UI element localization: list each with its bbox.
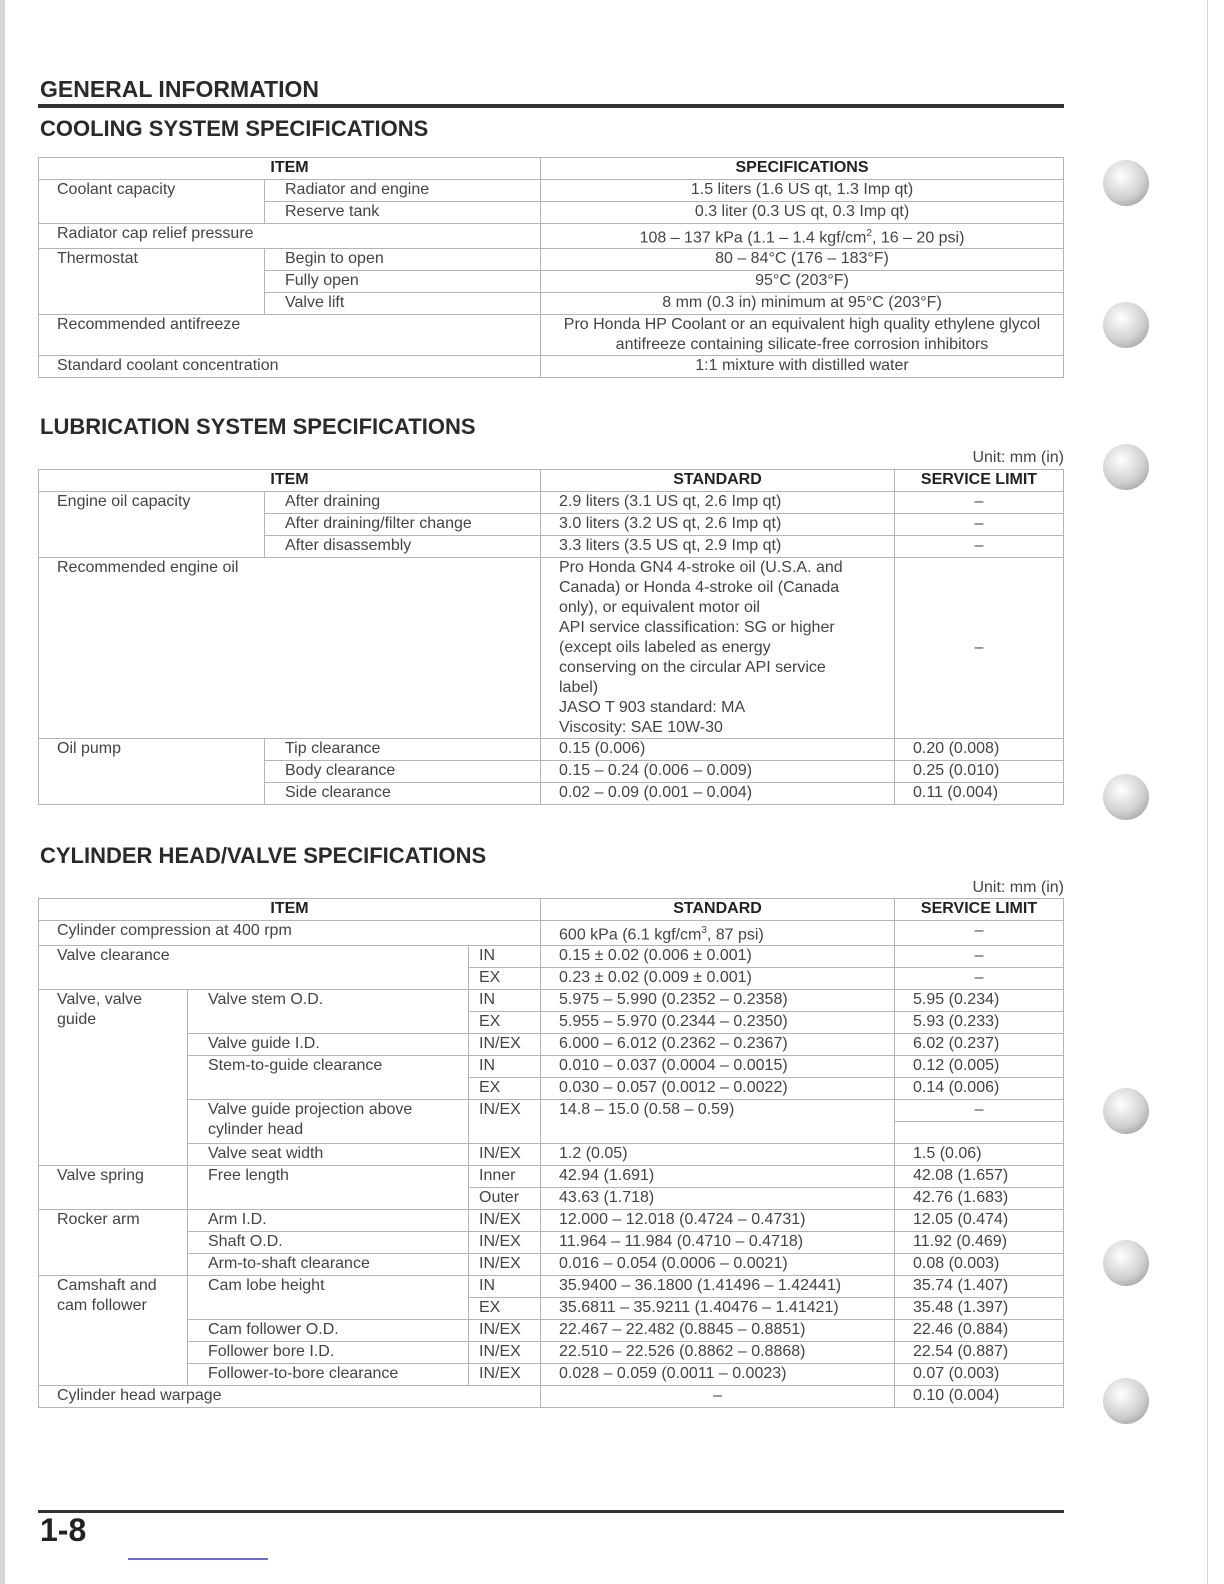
standard-value: 0.010 – 0.037 (0.0004 – 0.0015) (541, 1056, 895, 1078)
table-row (39, 1144, 1064, 1166)
row-label: Radiator cap relief pressure (39, 224, 541, 249)
code-cell: IN (469, 1276, 541, 1298)
header-item: ITEM (39, 158, 541, 180)
limit-value: 35.48 (1.397) (895, 1298, 1064, 1320)
limit-value: 5.95 (0.234) (895, 990, 1064, 1012)
cooling-title: COOLING SYSTEM SPECIFICATIONS (40, 116, 429, 141)
header-standard: STANDARD (541, 899, 895, 921)
sub-label: Valve guide I.D. (188, 1034, 469, 1056)
standard-value: 0.15 (0.006) (541, 739, 895, 761)
footer-rule (38, 1510, 1064, 1513)
standard-value: 2.9 liters (3.1 US qt, 2.6 Imp qt) (541, 492, 895, 514)
table-row (39, 1166, 1064, 1188)
spec-value: Pro Honda HP Coolant or an equivalent high quality ethylene glycol antifreeze containing silicate-free corrosion inhibitors (541, 315, 1064, 356)
standard-value: – (541, 1386, 895, 1408)
limit-value: 12.05 (0.474) (895, 1210, 1064, 1232)
standard-value-part: , 87 psi) (706, 926, 764, 944)
limit-value: – (895, 536, 1064, 558)
limit-value: 22.54 (0.887) (895, 1342, 1064, 1364)
table-row (39, 1386, 1064, 1408)
code-cell: EX (469, 1078, 541, 1100)
code-cell: EX (469, 968, 541, 990)
sub-label: Arm I.D. (188, 1210, 469, 1232)
limit-value: 0.14 (0.006) (895, 1078, 1064, 1100)
sub-label: Cam lobe height (188, 1276, 469, 1320)
row-label: Cylinder head warpage (39, 1386, 541, 1408)
table-row (39, 1342, 1064, 1364)
standard-value: 35.6811 – 35.9211 (1.40476 – 1.41421) (541, 1298, 895, 1320)
code-cell: IN/EX (469, 1144, 541, 1166)
limit-value: – (895, 1100, 1064, 1122)
code-cell: IN/EX (469, 1342, 541, 1364)
lubrication-title: LUBRICATION SYSTEM SPECIFICATIONS (40, 414, 476, 439)
standard-value: 22.467 – 22.482 (0.8845 – 0.8851) (541, 1320, 895, 1342)
code-cell: IN/EX (469, 1232, 541, 1254)
limit-value: 0.10 (0.004) (895, 1386, 1064, 1408)
row-label: Rocker arm (39, 1210, 188, 1276)
limit-value: – (895, 921, 1064, 946)
standard-value: 0.028 – 0.059 (0.0011 – 0.0023) (541, 1364, 895, 1386)
binder-hole (1103, 774, 1149, 820)
standard-value: 35.9400 – 36.1800 (1.41496 – 1.42441) (541, 1276, 895, 1298)
page-left-edge (0, 0, 5, 1584)
limit-value: 22.46 (0.884) (895, 1320, 1064, 1342)
cylinder-title: CYLINDER HEAD/VALVE SPECIFICATIONS (40, 843, 487, 868)
text-line: JASO T 903 standard: MA (559, 699, 746, 716)
text-line: only), or equivalent motor oil (559, 599, 760, 616)
row-label: Camshaft and cam follower (39, 1276, 188, 1386)
sub-label: Tip clearance (265, 739, 541, 761)
binder-hole (1103, 302, 1149, 348)
spec-value: 0.3 liter (0.3 US qt, 0.3 Imp qt) (541, 202, 1064, 224)
chapter-rule (38, 104, 1064, 108)
code-cell: IN/EX (469, 1320, 541, 1342)
text-line: Pro Honda GN4 4-stroke oil (U.S.A. and (559, 559, 843, 576)
sub-label: Valve guide projection above cylinder head (188, 1100, 469, 1144)
limit-value: 0.08 (0.003) (895, 1254, 1064, 1276)
sub-label: After draining (265, 492, 541, 514)
spec-value-part: , 16 – 20 psi) (871, 229, 965, 247)
standard-value-part: 600 kPa (6.1 kgf/cm (559, 926, 702, 944)
table-row (39, 249, 1064, 271)
chapter-title: GENERAL INFORMATION (40, 76, 319, 102)
header-service-limit: SERVICE LIMIT (895, 899, 1064, 921)
table-header (39, 899, 1064, 921)
sub-label: Valve seat width (188, 1144, 469, 1166)
standard-value (541, 921, 895, 946)
standard-value: 43.63 (1.718) (541, 1188, 895, 1210)
header-standard: STANDARD (541, 470, 895, 492)
sub-label: Valve stem O.D. (188, 990, 469, 1034)
table-row (39, 558, 1064, 739)
empty-cell (895, 1122, 1064, 1144)
limit-value: 42.76 (1.683) (895, 1188, 1064, 1210)
table-header (39, 158, 1064, 180)
table-row (39, 1100, 1064, 1122)
row-label: Valve, valve guide (39, 990, 188, 1166)
code-cell: Outer (469, 1188, 541, 1210)
standard-value: 12.000 – 12.018 (0.4724 – 0.4731) (541, 1210, 895, 1232)
header-item: ITEM (39, 899, 541, 921)
spec-value: 1.5 liters (1.6 US qt, 1.3 Imp qt) (541, 180, 1064, 202)
sub-label: After disassembly (265, 536, 541, 558)
limit-value: 0.07 (0.003) (895, 1364, 1064, 1386)
code-cell: IN/EX (469, 1364, 541, 1386)
table-row (39, 1364, 1064, 1386)
table-row (39, 315, 1064, 356)
sub-label: Shaft O.D. (188, 1232, 469, 1254)
header-item: ITEM (39, 470, 541, 492)
row-label: Coolant capacity (39, 180, 265, 224)
table-header (39, 470, 1064, 492)
spec-value (541, 224, 1064, 249)
header-service-limit: SERVICE LIMIT (895, 470, 1064, 492)
text-line: label) (559, 679, 599, 696)
row-label: Engine oil capacity (39, 492, 265, 558)
code-cell: EX (469, 1012, 541, 1034)
standard-value: 0.15 – 0.24 (0.006 – 0.009) (541, 761, 895, 783)
table-row (39, 1210, 1064, 1232)
standard-value (541, 558, 895, 739)
sub-label: Free length (188, 1166, 469, 1210)
table-row (39, 1276, 1064, 1298)
row-label: Cylinder compression at 400 rpm (39, 921, 541, 946)
sub-label: Body clearance (265, 761, 541, 783)
table-row (39, 1320, 1064, 1342)
standard-value: 5.955 – 5.970 (0.2344 – 0.2350) (541, 1012, 895, 1034)
table-row (39, 356, 1064, 378)
code-cell: EX (469, 1298, 541, 1320)
standard-value: 1.2 (0.05) (541, 1144, 895, 1166)
table-row (39, 492, 1064, 514)
code-cell: IN (469, 990, 541, 1012)
sub-label: Stem-to-guide clearance (188, 1056, 469, 1100)
standard-value: 5.975 – 5.990 (0.2352 – 0.2358) (541, 990, 895, 1012)
table-row (39, 1034, 1064, 1056)
text-line: Viscosity: SAE 10W-30 (559, 719, 723, 736)
text-line: (except oils labeled as energy (559, 639, 771, 656)
sub-label: Valve lift (265, 293, 541, 315)
standard-value: 11.964 – 11.984 (0.4710 – 0.4718) (541, 1232, 895, 1254)
sub-label: Arm-to-shaft clearance (188, 1254, 469, 1276)
table-row (39, 180, 1064, 202)
cylinder-table (38, 898, 1064, 1408)
limit-value: 0.25 (0.010) (895, 761, 1064, 783)
code-cell: IN/EX (469, 1254, 541, 1276)
table-row (39, 990, 1064, 1012)
limit-value: – (895, 968, 1064, 990)
limit-value: 42.08 (1.657) (895, 1166, 1064, 1188)
page-right-edge (1207, 0, 1208, 1584)
binder-hole (1103, 444, 1149, 490)
superscript: 3 (701, 925, 707, 936)
bottom-mark (128, 1558, 268, 1560)
superscript: 2 (866, 228, 872, 239)
limit-value: 1.5 (0.06) (895, 1144, 1064, 1166)
page-number: 1-8 (40, 1512, 87, 1548)
limit-value: 0.20 (0.008) (895, 739, 1064, 761)
code-cell: IN/EX (469, 1210, 541, 1232)
standard-value: 0.030 – 0.057 (0.0012 – 0.0022) (541, 1078, 895, 1100)
spec-value: 1:1 mixture with distilled water (541, 356, 1064, 378)
sub-label: Side clearance (265, 783, 541, 805)
sub-label: Reserve tank (265, 202, 541, 224)
row-label: Valve clearance (39, 946, 469, 990)
table-row (39, 739, 1064, 761)
text-line: Canada) or Honda 4-stroke oil (Canada (559, 579, 840, 596)
text-line: API service classification: SG or higher (559, 619, 835, 636)
cooling-table (38, 157, 1064, 378)
sub-label: Cam follower O.D. (188, 1320, 469, 1342)
standard-value: 42.94 (1.691) (541, 1166, 895, 1188)
code-cell: IN/EX (469, 1034, 541, 1056)
row-label: Recommended engine oil (39, 558, 541, 739)
limit-value: 35.74 (1.407) (895, 1276, 1064, 1298)
table-row (39, 1232, 1064, 1254)
header-specifications: SPECIFICATIONS (541, 158, 1064, 180)
code-cell: IN (469, 946, 541, 968)
standard-value: 0.02 – 0.09 (0.001 – 0.004) (541, 783, 895, 805)
binder-hole (1103, 1240, 1149, 1286)
text-line: conserving on the circular API service (559, 659, 826, 676)
standard-value: 3.0 liters (3.2 US qt, 2.6 Imp qt) (541, 514, 895, 536)
binder-hole (1103, 1378, 1149, 1424)
sub-label: Fully open (265, 271, 541, 293)
table-row (39, 224, 1064, 249)
sub-label: Radiator and engine (265, 180, 541, 202)
row-label: Standard coolant concentration (39, 356, 541, 378)
row-label: Valve spring (39, 1166, 188, 1210)
limit-value: 11.92 (0.469) (895, 1232, 1064, 1254)
standard-value: 0.016 – 0.054 (0.0006 – 0.0021) (541, 1254, 895, 1276)
standard-value: 0.15 ± 0.02 (0.006 ± 0.001) (541, 946, 895, 968)
table-row (39, 946, 1064, 968)
sub-label: Follower-to-bore clearance (188, 1364, 469, 1386)
code-cell: Inner (469, 1166, 541, 1188)
binder-hole (1103, 1088, 1149, 1134)
table-row (39, 921, 1064, 946)
limit-value: 0.12 (0.005) (895, 1056, 1064, 1078)
sub-label: Begin to open (265, 249, 541, 271)
standard-value: 0.23 ± 0.02 (0.009 ± 0.001) (541, 968, 895, 990)
limit-value: – (895, 514, 1064, 536)
limit-value: 0.11 (0.004) (895, 783, 1064, 805)
limit-value: – (895, 492, 1064, 514)
spec-value: 80 – 84°C (176 – 183°F) (541, 249, 1064, 271)
sub-label: After draining/filter change (265, 514, 541, 536)
row-label: Thermostat (39, 249, 265, 315)
code-cell: IN (469, 1056, 541, 1078)
row-label: Oil pump (39, 739, 265, 805)
spec-value: 95°C (203°F) (541, 271, 1064, 293)
spec-value: 8 mm (0.3 in) minimum at 95°C (203°F) (541, 293, 1064, 315)
unit-label: Unit: mm (in) (972, 449, 1064, 466)
lubrication-table (38, 469, 1064, 805)
table-row (39, 1254, 1064, 1276)
standard-value: 6.000 – 6.012 (0.2362 – 0.2367) (541, 1034, 895, 1056)
row-label: Recommended antifreeze (39, 315, 541, 356)
limit-value: – (895, 558, 1064, 739)
table-row (39, 1056, 1064, 1078)
limit-value: 6.02 (0.237) (895, 1034, 1064, 1056)
standard-value: 22.510 – 22.526 (0.8862 – 0.8868) (541, 1342, 895, 1364)
standard-value: 3.3 liters (3.5 US qt, 2.9 Imp qt) (541, 536, 895, 558)
spec-value-part: 108 – 137 kPa (1.1 – 1.4 kgf/cm (639, 229, 867, 247)
sub-label: Follower bore I.D. (188, 1342, 469, 1364)
standard-value: 14.8 – 15.0 (0.58 – 0.59) (541, 1100, 895, 1144)
limit-value: 5.93 (0.233) (895, 1012, 1064, 1034)
limit-value: – (895, 946, 1064, 968)
code-cell: IN/EX (469, 1100, 541, 1144)
binder-hole (1103, 160, 1149, 206)
unit-label: Unit: mm (in) (972, 879, 1064, 896)
